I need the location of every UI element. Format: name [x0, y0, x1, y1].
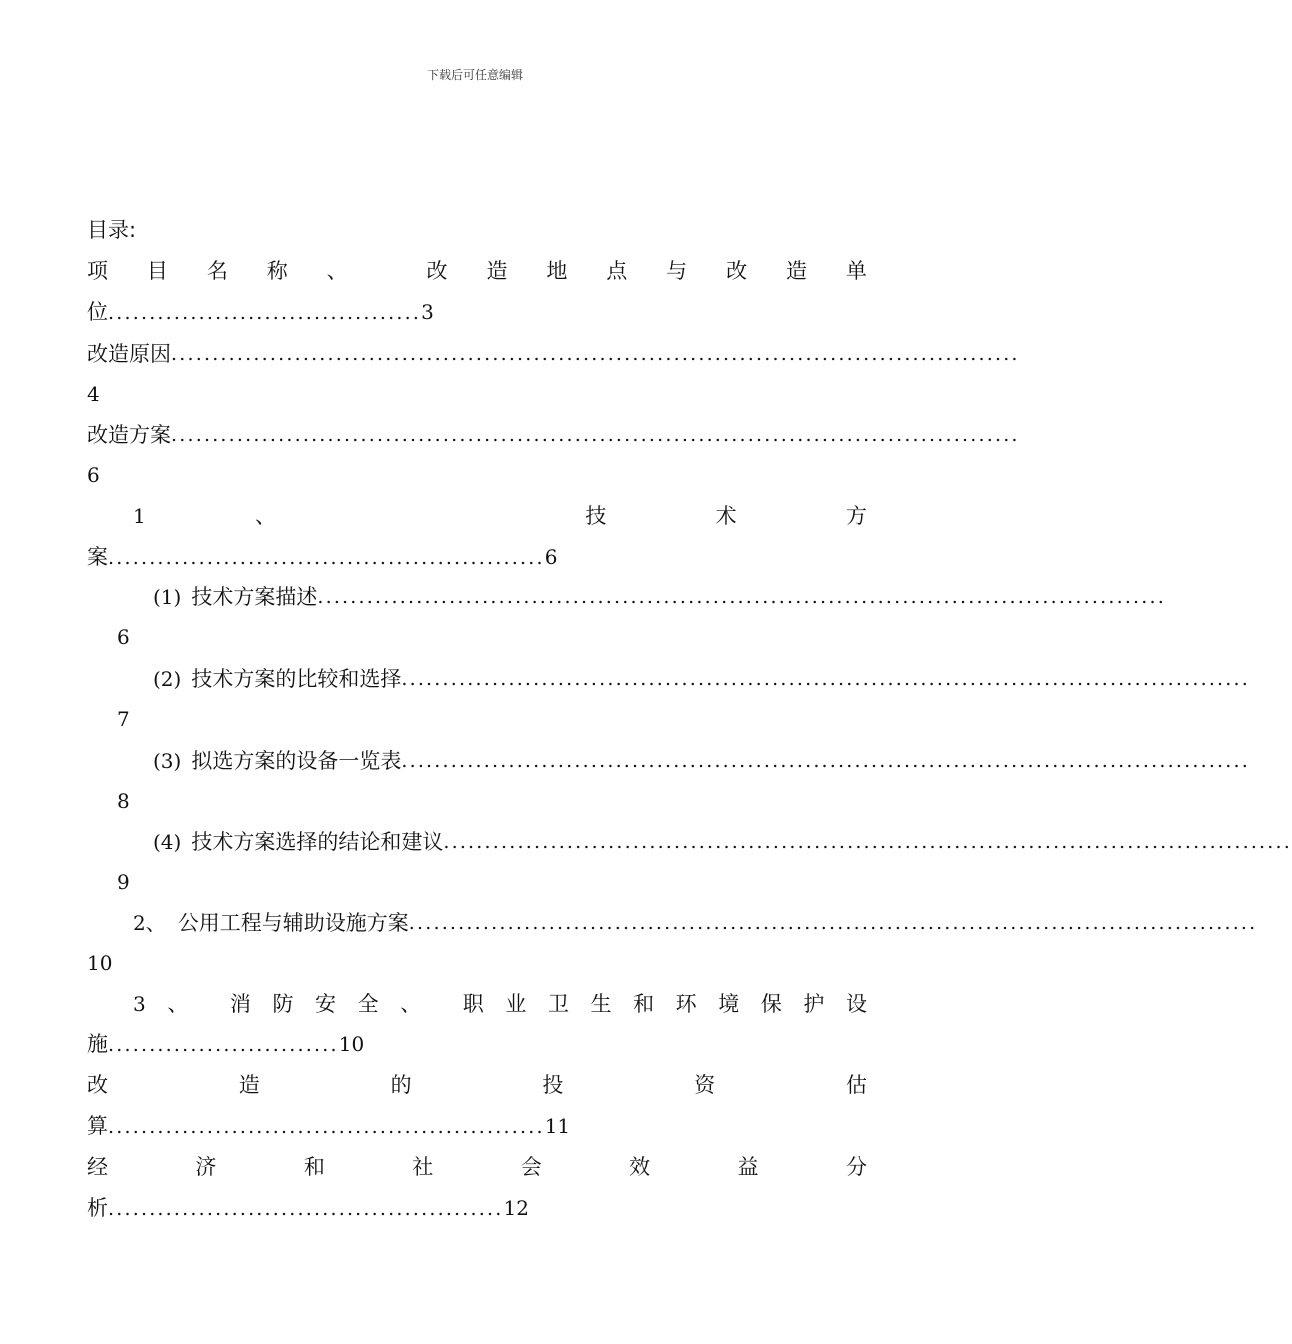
toc-label: 技术方案选择的结论和建议 [191, 830, 444, 854]
toc-char: 单 [845, 259, 867, 283]
toc-char: 投 [542, 1073, 564, 1097]
toc-entry-7-line1[interactable] [87, 1070, 867, 1100]
toc-label: 拟选方案的设备一览表 [191, 749, 402, 773]
toc-entry-4-line2[interactable] [87, 542, 867, 572]
toc-char: 分 [845, 1155, 867, 1179]
toc-label: 案 [87, 545, 108, 569]
toc-char: 境 [718, 992, 740, 1016]
toc-label: 算 [87, 1114, 108, 1138]
toc-label: 技术方案描述 [191, 585, 318, 609]
toc-leader: ...................................... [108, 302, 422, 324]
toc-leader: ....................................................................................................... [401, 750, 1251, 772]
toc-char: 资 [694, 1073, 716, 1097]
toc-char: 保 [760, 992, 782, 1016]
toc-leader: ....................................................................................................... [171, 424, 1020, 446]
toc-leader: ............................ [108, 1034, 339, 1056]
toc-leader: ....................................................................................................... [401, 668, 1251, 690]
toc-char: 、 [400, 992, 422, 1016]
toc-char: 经 [87, 1155, 108, 1179]
toc-char: 和 [633, 992, 655, 1016]
toc-subentry-1[interactable] [153, 582, 1167, 612]
toc-char: 改 [87, 1073, 108, 1097]
toc-entry-1-line2[interactable] [87, 297, 867, 327]
toc-entry-8-line2[interactable] [87, 1193, 867, 1223]
toc-entry-7-line2[interactable] [87, 1111, 867, 1141]
toc-char: 效 [629, 1155, 651, 1179]
toc-char: 的 [390, 1073, 412, 1097]
toc-char: 改 [726, 259, 748, 283]
toc-label: 施 [87, 1032, 108, 1056]
toc-char: 防 [272, 992, 294, 1016]
toc-leader: ....................................................................................................... [443, 831, 1292, 853]
toc-char: 方 [845, 504, 867, 528]
toc-char: 设 [845, 992, 867, 1016]
toc-char: 目 [146, 259, 168, 283]
toc-leader: ....................................................................................................... [408, 912, 1258, 934]
toc-char: 、 [326, 259, 348, 283]
toc-entry-5[interactable] [133, 908, 1258, 938]
toc-subentry-4[interactable] [153, 827, 1292, 857]
toc-char: 安 [315, 992, 337, 1016]
toc-char: 术 [715, 504, 737, 528]
toc-page-number: 4 [87, 382, 100, 406]
toc-entry-6-line2[interactable] [87, 1029, 867, 1059]
toc-page-number: 7 [117, 707, 130, 731]
toc-entry-6-line1[interactable] [133, 989, 867, 1019]
toc-char: 名 [206, 259, 228, 283]
toc-char: 消 [229, 992, 251, 1016]
toc-leader: ..................................................... [108, 547, 545, 569]
toc-char: 称 [266, 259, 288, 283]
toc-subentry-2[interactable] [153, 664, 1251, 694]
toc-char: 改 [426, 259, 448, 283]
toc-char: 地 [546, 259, 568, 283]
toc-page-number: 11 [544, 1114, 571, 1138]
toc-char: 职 [462, 992, 484, 1016]
toc-label: 改造原因 [87, 342, 171, 366]
toc-page-number: 8 [117, 789, 130, 813]
toc-page-number: 10 [338, 1032, 365, 1056]
toc-entry-2[interactable] [87, 339, 1020, 369]
toc-char: 会 [520, 1155, 542, 1179]
toc-subentry-number: (3) [153, 749, 182, 773]
toc-char: 业 [505, 992, 527, 1016]
toc-leader: ..................................................... [108, 1116, 545, 1138]
toc-subentry-number: (2) [153, 667, 182, 691]
toc-char: 益 [737, 1155, 759, 1179]
toc-page-number: 10 [87, 951, 113, 975]
toc-char: 济 [195, 1155, 217, 1179]
toc-entry-1-line1[interactable] [87, 256, 867, 286]
toc-char: 生 [590, 992, 612, 1016]
toc-label: 改造方案 [87, 423, 171, 447]
toc-char: 护 [803, 992, 825, 1016]
toc-char: 点 [606, 259, 628, 283]
toc-page-number: 6 [544, 545, 558, 569]
toc-char: 、 [167, 992, 189, 1016]
toc-page-number: 6 [117, 625, 130, 649]
toc-char: 造 [486, 259, 508, 283]
toc-entry-4-line1[interactable] [133, 501, 867, 531]
toc-char: 卫 [547, 992, 569, 1016]
toc-leader: ....................................................................................................... [317, 586, 1167, 608]
toc-page-number: 9 [117, 870, 130, 894]
toc-char: 、 [255, 504, 277, 528]
toc-char: 全 [357, 992, 379, 1016]
toc-subentry-number: (4) [153, 830, 182, 854]
toc-subentry-number: (1) [153, 585, 182, 609]
toc-page-number: 3 [421, 300, 434, 324]
toc-page-number: 12 [503, 1196, 529, 1220]
toc-char: 和 [303, 1155, 325, 1179]
toc-leader: ....................................................................................................... [171, 343, 1020, 365]
toc-subentry-3[interactable] [153, 746, 1251, 776]
toc-entry-number: 2、 [133, 911, 166, 935]
page-header: 下载后可任意编辑 [426, 68, 523, 82]
toc-char: 估 [845, 1073, 867, 1097]
toc-char: 与 [666, 259, 688, 283]
toc-char: 1 [133, 504, 146, 528]
toc-leader: ................................................ [108, 1198, 504, 1220]
toc-char: 社 [412, 1155, 434, 1179]
toc-page-number: 6 [87, 463, 100, 487]
toc-label: 位 [87, 300, 108, 324]
toc-char: 环 [675, 992, 697, 1016]
toc-char: 技 [585, 504, 607, 528]
toc-char: 造 [785, 259, 807, 283]
toc-label: 公用工程与辅助设施方案 [177, 911, 409, 935]
toc-label: 析 [87, 1196, 108, 1220]
toc-label: 技术方案的比较和选择 [191, 667, 402, 691]
toc-char: 项 [87, 259, 108, 283]
toc-title: 目录: [87, 218, 137, 242]
toc-char: 造 [238, 1073, 260, 1097]
toc-entry-3[interactable] [87, 420, 1020, 450]
toc-entry-8-line1[interactable] [87, 1152, 867, 1182]
toc-char: 3 [133, 992, 146, 1016]
